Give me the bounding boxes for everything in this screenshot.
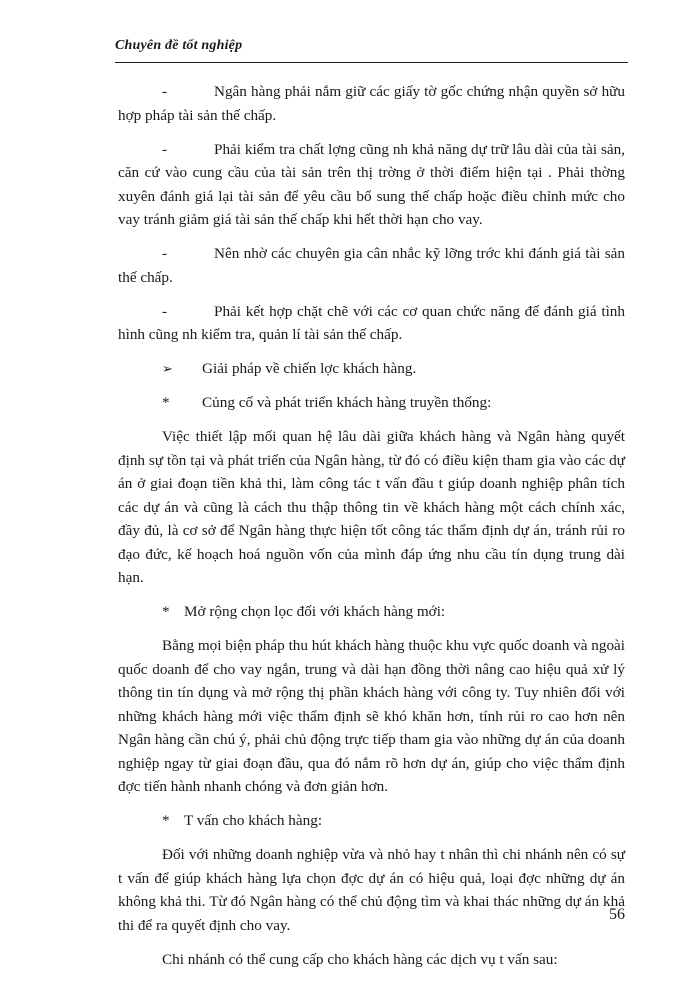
subsection-heading [118, 809, 625, 833]
header-rule [115, 62, 628, 63]
bullet-text: Phải kết hợp chặt chẽ với các cơ quan chức năng để đánh giá tình hình cũng nh kiểm tra, quản lí tài sản thế chấp. [118, 302, 625, 343]
bullet-text: Ngân hàng phải nắm giữ các giấy tờ gốc chứng nhận quyền sở hữu hợp pháp tài sản thế chấp. [118, 83, 625, 124]
arrow-bullet-icon: ➢ [162, 361, 173, 376]
section-heading [118, 357, 625, 381]
body-paragraph: Việc thiết lập mối quan hệ lâu dài giữa khách hàng và Ngân hàng quyết định sự tồn tại và phát triển của Ngân hàng, từ đó có điều kiện tham gia vào các dự án ở giai đoạn tiền khả thi, làm công tác t vấn đầu t giúp doanh nghiệp phân tích các dự án và cũng là cách thu thập thông tin về khách hàng một cách chính xác, đầy đủ, là cơ sở để Ngân hàng thực hiện tốt công tác thẩm định dự án, tránh rủi ro đạo đức, kế hoạch hoá nguồn vốn của mình đáp ứng nhu cầu tín dụng trung dài hạn. [118, 428, 625, 586]
bullet-paragraph [118, 300, 625, 347]
heading-text: Mở rộng chọn lọc đối với khách hàng mới: [184, 603, 446, 620]
bullet-text: Nên nhờ các chuyên gia cân nhắc kỹ lỡng trớc khi đánh giá tài sản thế chấp. [118, 245, 625, 286]
dash-marker: - [162, 140, 168, 158]
body-paragraph: Bằng mọi biện pháp thu hút khách hàng thuộc khu vực quốc doanh và ngoài quốc doanh để cho vay ngắn, trung và dài hạn đồng thời nâng cao hiệu quả xử lý thông tin tín dụng và mở rộng thị phần khách hàng với công ty. Tuy nhiên đối với những khách hàng mới việc thẩm định sẽ khó khăn hơn, tính rủi ro cao hơn nên Ngân hàng cần chú ý, phải chủ động trực tiếp tham gia vào những dự án của doanh nghiệp ngay từ giai đoạn đầu, qua đó nắm rõ hơn dự án, giúp cho việc thẩm định đợc tiến hành nhanh chóng và đơn giản hơn. [118, 637, 625, 795]
document-header: Chuyên đề tốt nghiệp [115, 38, 243, 53]
body-paragraph: Đối với những doanh nghiệp vừa và nhỏ hay t nhân thì chi nhánh nên có sự t vấn để giúp khách hàng lựa chọn đợc dự án có hiệu quả, loại đợc những dự án không khả thi. Từ đó Ngân hàng có thể chủ động tìm và khai thác những dự án khả thi để ra quyết định cho vay. [118, 846, 625, 934]
asterisk-marker: * [162, 812, 170, 829]
dash-marker: - [162, 245, 168, 262]
dash-marker: - [162, 83, 168, 100]
asterisk-marker: * [162, 603, 170, 620]
bullet-paragraph [118, 138, 625, 232]
page-body [118, 80, 625, 982]
subsection-heading [118, 391, 625, 415]
asterisk-marker: * [162, 394, 170, 411]
body-paragraph: Chi nhánh có thể cung cấp cho khách hàng các dịch vụ t vấn sau: [162, 950, 558, 968]
bullet-paragraph [118, 242, 625, 289]
dash-marker: - [162, 302, 168, 320]
page-number: 56 [609, 906, 625, 923]
bullet-text: Phải kiểm tra chất lợng cũng nh khả năng dự trữ lâu dài của tài sản, căn cứ vào cung cầu của tài sản trên thị trờng ở thời điểm hiện tại . Phải thờng xuyên đánh giá lại tài sản để yêu cầu bổ sung thế chấp hoặc điều chỉnh mức cho vay tránh giảm giá tài sản thế chấp khi hết thời hạn cho vay. [118, 140, 625, 228]
heading-text: Củng cố và phát triển khách hàng truyền thống: [202, 394, 492, 411]
subsection-heading [118, 600, 625, 624]
heading-text: T vấn cho khách hàng: [184, 812, 323, 829]
heading-text: Giải pháp về chiến lợc khách hàng. [202, 360, 417, 377]
bullet-paragraph [118, 80, 625, 127]
